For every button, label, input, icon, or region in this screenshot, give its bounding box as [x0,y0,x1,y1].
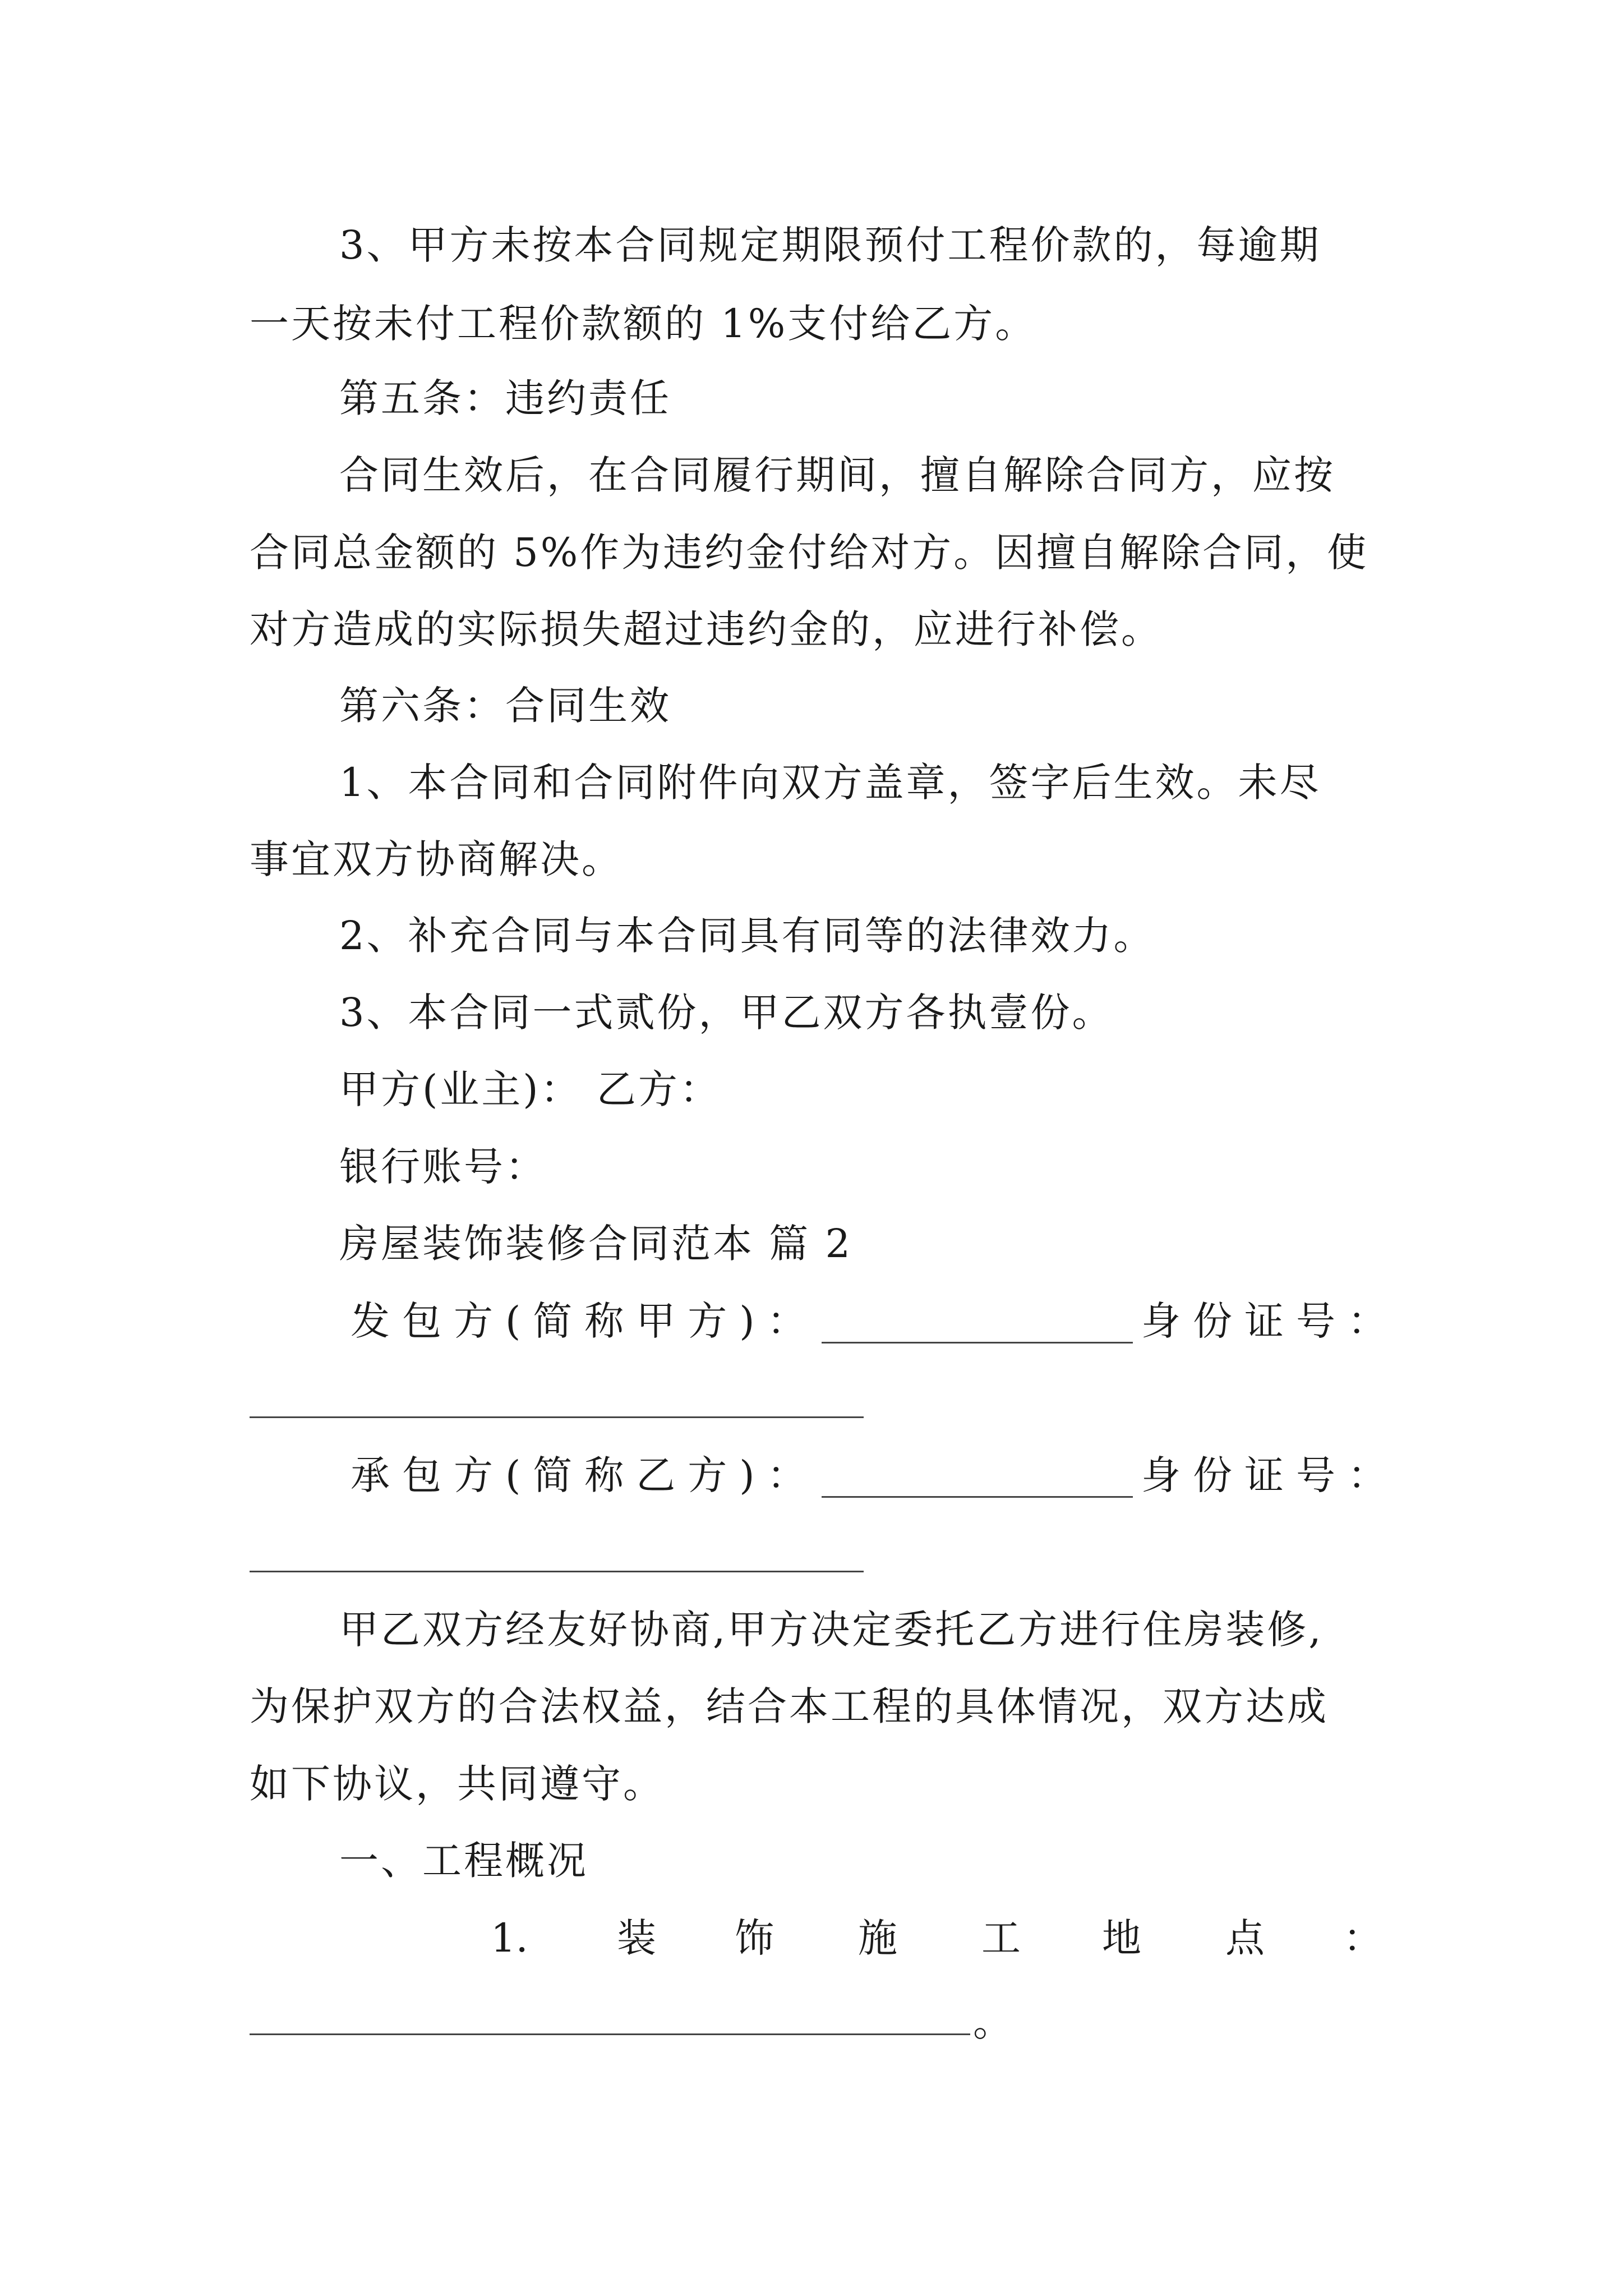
clause-4-3-line-1: 3、甲方未按本合同规定期限预付工程价款的，每逾期 [339,222,1321,268]
contractor-a-id-blank [250,1416,864,1418]
contractor-a-id-label: 身份证号： [1141,1298,1399,1344]
article-6-clause-2: 2、补充合同与本合同具有同等的法律效力。 [339,913,1155,959]
contractor-b-label: 承包方(简称乙方)： [351,1452,819,1498]
bank-account-line: 银行账号： [339,1144,547,1190]
clause-4-3-line-2: 一天按未付工程价款额的 1%支付给乙方。 [250,301,1037,347]
site-address-blank [250,2033,970,2035]
signature-parties-line: 甲方(业主)： 乙方： [339,1066,721,1112]
article-5-line-3: 对方造成的实际损失超过违约金的，应进行补偿。 [250,606,1163,652]
intro-line-1: 甲乙双方经友好协商,甲方决定委托乙方进行住房装修, [339,1607,1324,1653]
section-title-part-2: 房屋装饰装修合同范本 篇 2 [339,1221,853,1267]
site-address-colon: ： [1343,1915,1382,1961]
intro-line-3: 如下协议，共同遵守。 [250,1761,665,1807]
article-6-clause-1-line-1: 1、本合同和合同附件向双方盖章，签字后生效。未尽 [339,760,1321,806]
site-address-char: 装 [617,1915,656,1961]
contractor-a-label: 发包方(简称甲方)： [351,1298,819,1344]
contractor-a-name-blank [822,1342,1133,1343]
contractor-b-id-label: 身份证号： [1141,1452,1399,1498]
intro-line-2: 为保护双方的合法权益，结合本工程的具体情况，双方达成 [250,1683,1329,1729]
article-5-line-1: 合同生效后，在合同履行期间，擅自解除合同方，应按 [339,452,1335,498]
site-address-char: 工 [981,1915,1021,1961]
site-address-char: 饰 [735,1915,774,1961]
site-address-char: 施 [858,1915,897,1961]
contractor-b-name-blank [822,1496,1133,1498]
contractor-b-id-blank [250,1571,864,1572]
site-address-number: 1. [491,1915,528,1961]
article-6-heading: 第六条：合同生效 [339,683,671,729]
article-6-clause-1-line-2: 事宜双方协商解决。 [250,836,623,882]
section-1-heading: 一、工程概况 [339,1838,588,1884]
site-address-char: 点 [1225,1915,1265,1961]
site-address-char: 地 [1102,1915,1141,1961]
article-5-line-2: 合同总金额的 5%作为违约金付给对方。因擅自解除合同，使 [250,530,1369,576]
site-address-period: 。 [973,1999,1012,2045]
article-5-heading: 第五条：违约责任 [339,375,671,421]
article-6-clause-3: 3、本合同一式贰份，甲乙双方各执壹份。 [339,990,1114,1036]
